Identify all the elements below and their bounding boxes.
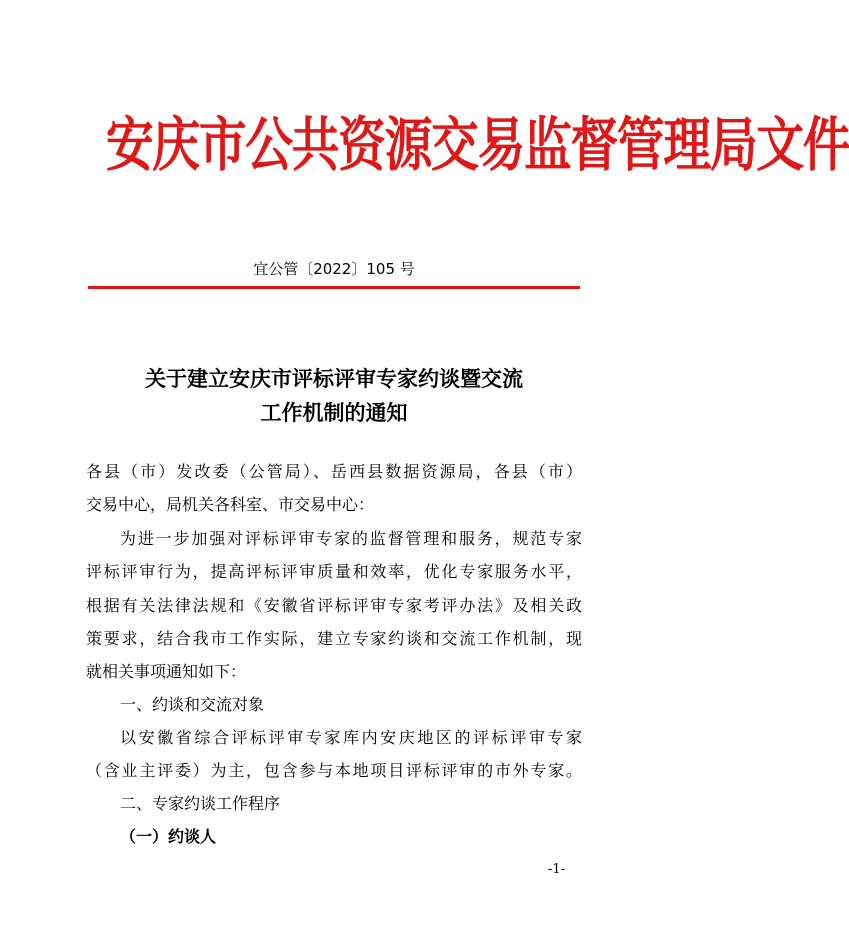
body-line: 评标评审行为，提高评标评审质量和效率，优化专家服务水平， xyxy=(86,562,582,581)
recipients-line-1: 各县（市）发改委（公管局）、岳西县数据资源局，各县（市） xyxy=(86,462,582,481)
body-line: 为进一步加强对评标评审专家的监督管理和服务，规范专家 xyxy=(120,529,582,548)
notice-title-line-2: 工作机制的通知 xyxy=(260,400,408,425)
recipients-line-2: 交易中心，局机关各科室、市交易中心： xyxy=(86,495,375,514)
section-2-heading: 二、专家约谈工作程序 xyxy=(120,794,281,813)
notice-title-line-1: 关于建立安庆市评标评审专家约谈暨交流 xyxy=(145,366,523,391)
section-1-heading: 一、约谈和交流对象 xyxy=(120,695,265,714)
subsection-heading: （一）约谈人 xyxy=(120,827,217,846)
body-line: 策要求，结合我市工作实际，建立专家约谈和交流工作机制，现 xyxy=(86,629,582,648)
page-number: -1- xyxy=(548,862,566,877)
section-1-line: 以安徽省综合评标评审专家库内安庆地区的评标评审专家 xyxy=(120,728,582,747)
body-line: 就相关事项通知如下： xyxy=(86,662,247,681)
masthead-title: 安庆市公共资源交易监督管理局文件 xyxy=(105,111,849,180)
body-line: 根据有关法律法规和《安徽省评标评审专家考评办法》及相关政 xyxy=(86,596,582,615)
document-number: 宜公管〔2022〕105 号 xyxy=(253,260,415,278)
red-divider-line xyxy=(88,286,580,289)
section-1-line: （含业主评委）为主，包含参与本地项目评标评审的市外专家。 xyxy=(86,761,582,780)
